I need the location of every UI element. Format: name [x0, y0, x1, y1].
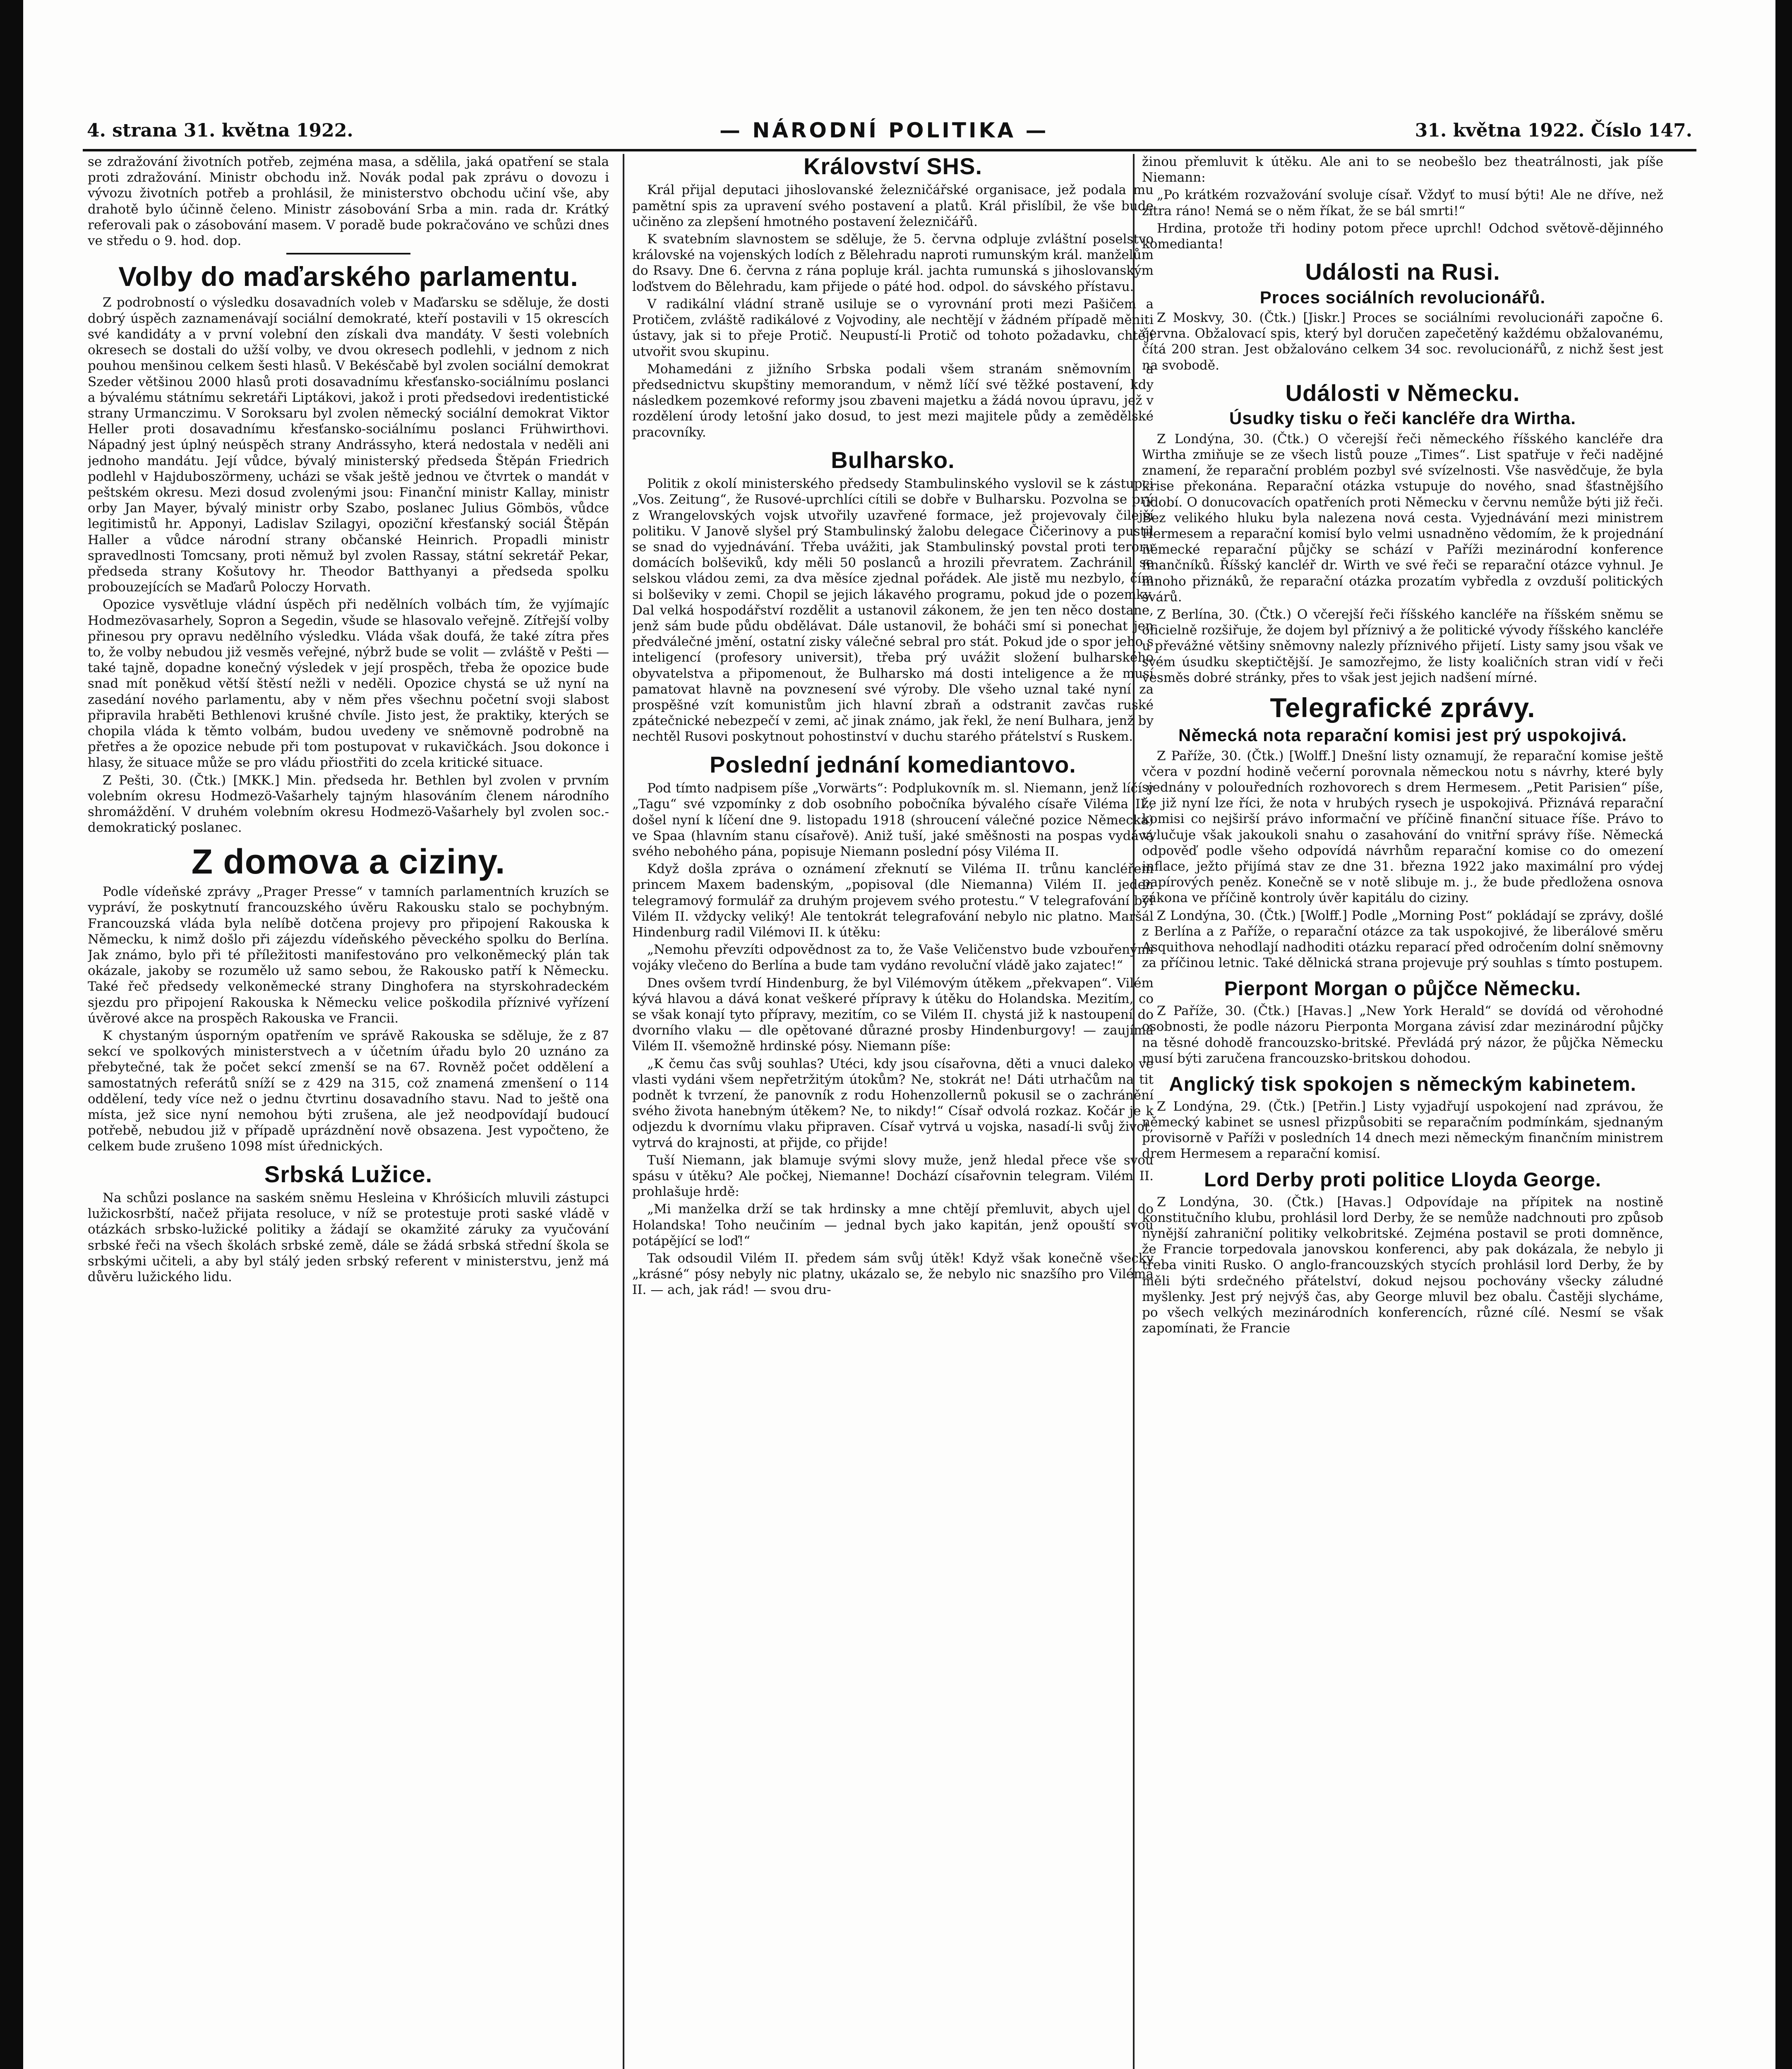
- article-text: Dnes ovšem tvrdí Hindenburg, že byl Vilémovým útěkem „překvapen“. Vilém kývá hlavou a dává konat veškeré přípravy k útěku do Holandska. Mezitím, co se však konají tyto přípravy, mezitím, co se Vilém II. chystá již k nastoupení do dvorního vlaku — dle opětované důrazné prosby Hindenburgovy! — zaujímá Vilém II. všemožně hrdinské pósy. Niemann píše:: [632, 975, 1154, 1054]
- article-text: Z Paříže, 30. (Čtk.) [Havas.] „New York Herald“ se dovídá od věrohodné osobnosti, že podle názoru Pierponta Morgana závisí zdar mezinárodní půjčky na těsné dohodě francouzsko-britské. Převládá prý názor, že půjčka Německu musí býti zaručena francouzsko-britskou dohodou.: [1142, 1003, 1663, 1066]
- subheadline: Proces sociálních revolucionářů.: [1259, 287, 1546, 307]
- column-1: [88, 154, 609, 2069]
- article-text: Z Londýna, 30. (Čtk.) [Havas.] Odpovídaje na přípitek na nostině konstitučního klubu, prohlásil lord Derby, že se nemůže nadchnouti pro způsob nynější zahraniční politiky velkobritské. Zejména postavil se proti domněnce, že Francie torpedovala janovskou konferenci, aby pak dokázala, že nebylo ji třeba viniti Rusko. O anglo-francouzských stycích prohlásil lord Derby, že by měli býti srdečného přátelství, dokud nejsou pochovány všecky záludné myšlenky. Jest prý nejvýš čas, aby George mluvil bez obalu. Častěji slycháme, po všech velkých mezinárodních konferencích, různé cílé. Nesmí se však zapomínati, že Francie: [1142, 1194, 1663, 1336]
- headline: Srbská Lužice.: [264, 1161, 433, 1187]
- headline: Události v Německu.: [1285, 379, 1520, 406]
- article-text: „Mi manželka drží se tak hrdinsky a mne chtějí přemluvit, abych ujel do Holandska! Toho neučiním — jednal bych jako kapitán, jenž opouští svou potápějící se loď!“: [632, 1202, 1154, 1248]
- page-header: [87, 112, 1692, 149]
- article-text: Z podrobností o výsledku dosavadních voleb v Maďarsku se sděluje, že dosti dobrý úspěch zaznamenávají sociální demokraté, kteří postavili v 15 okrescích své kandidáty a v první volební den získali dva mandáty. V šesti volebních okresech se dostali do užší volby, ve dvou okresech podlehli, v jednom z nich pouhou menšinou celkem šesti hlasů. V Bekésčabě byl zvolen sociální demokrat Szeder většinou 2000 hlasů proti dosavadnímu křesťansko-sociálnímu poslanci a bývalému státnímu sekretáři Liptákovi, jakož i proti předsedovi iredentistické strany Urmanczimu. V Soroksaru byl zvolen německý sociální demokrat Viktor Heller proti dosavadnímu křesťansko-sociálnímu poslanci Frühwirthovi. Nápadný jest úplný neúspěch strany Andrássyho, která nedostala v neděli ani jednoho mandátu. Její vůdce, bývalý ministerský předseda Štěpán Friedrich podlehl v Hajduboszörmeny, ucházi se však ještě jednou ve čtvrtek o mandát v peštském okresu. Mezi dosud zvolenými jsou: Finanční ministr Kallay, ministr orby Jan Mayer, bývalý ministr orby Szabo, poslanec Julius Gömbös, vůdce legitimistů hr. Apponyi, Ladislav Szilagyi, opoziční křesťanský sociál Štěpán Haller a vůdce národní strany občanské Heinrich. Propadli ministr spravedlnosti Tomcsany, proti němuž byl zvolen Rassay, státní sekretář Pekar, předseda strany Košutovy hr. Theodor Batthyanyi a předseda spolku probouzejících se Maďarů Poloczy Horvath.: [88, 295, 609, 595]
- headline: Bulharsko.: [831, 446, 955, 473]
- headline: Pierpont Morgan o půjčce Německu.: [1224, 978, 1581, 1000]
- headline: Volby do maďarského parlamentu.: [118, 261, 578, 292]
- separator: [286, 253, 410, 254]
- article-text: Z Londýna, 29. (Čtk.) [Petřin.] Listy vyjadřují uspokojení nad zprávou, že německý kabinet se usnesl přizpůsobiti se reparačním podmínkám, sjednaným provisorně v Paříži v posledních 14 dnech mezi německým finančním ministrem drem Hermesem a reparační komisí.: [1142, 1099, 1663, 1162]
- article-text: Pod tímto nadpisem píše „Vorwärts“: Podplukovník m. sl. Niemann, jenž líčí v „Tagu“ své vzpomínky z dob osobního pobočníka bývalého císaře Viléma II., došel nyní k líčení dne 9. listopadu 1918 (shroucení válečné pozice Německa) ve Spaa (hlavním stanu císařově). Aniž tuší, jaké směšnosti na pospas vydává svého nebohého pána, popisuje Niemann poslední pósy Viléma II.: [632, 781, 1154, 859]
- article-text: Když došla zpráva o oznámení zřeknutí se Viléma II. trůnu kancléřem princem Maxem badenským, „popisoval (dle Niemanna) Vilém II. jeden telegramový formulář za druhým projevem svého protestu.“ V telegrafování byl Vilém II. vždycky veliký! Ale tentokrát telegrafování nebylo nic platno. Maršál Hindenburg radil Vilémovi II. k útěku:: [632, 862, 1154, 940]
- column-3: [1142, 154, 1663, 2069]
- article-text: K svatebním slavnostem se sděluje, že 5. června odpluje zvláštní poselstvo královské na vojenských lodích z Bělehradu naproti rumunským král. manželům do Rsavy. Dne 6. června z rána popluje král. jachta rumunská s jihoslovanským loďstvem do Bělehradu, kam přijede o páté hod. odpol. do sávského přístavu.: [632, 232, 1154, 294]
- headline: Poslední jednání komediantovo.: [710, 751, 1076, 778]
- article-text: Opozice vysvětluje vládní úspěch při nedělních volbách tím, že vyjímajíc Hodmezövasarhely, Sopron a Segedin, všude se hlasovalo veřejně. Zítřejší volby přinesou pry opravu nedělního výsledku. Vláda však doufá, že také zítra přes to, že volby nebudou již vesměs veřejné, nýbrž bude se volit — zvláště v Pešti — také tajně, dopadne konečný výsledek v její prospěch, třeba že opozice bude snad mít poněkud větší štěstí nežli v neděli. Opozice chystá se už nyní na zasedání nového parlamentu, aby v něm přes všechnu početní svoji slabost připravila hraběti Bethlenovi krušné chvíle. Jisto jest, že praktiky, kterých se chopila vláda k těmto volbám, budou uvedeny ve sněmovně podrobně na přetřes a že opozice nebude při tom postupovat v rukavičkách. Jsou dokonce i hlasy, že situace může se pro vládu přiostřiti do zcela kritické situace.: [88, 597, 609, 770]
- headline: Události na Rusi.: [1305, 259, 1500, 285]
- article-text: Z Paříže, 30. (Čtk.) [Wolff.] Dnešní listy oznamují, že reparační komise ještě včera v pozdní hodině večerní porovnala německou notu s návrhy, které byly sjednány v polouředních rozhovorech s drem Hermesem. „Petit Parisien“ píše, že již nyní lze říci, že nota v hrubých rysech je uspokojivá. Přiznává reparační komisi co nejširší právo informační ve příčině finanční situace říše. Právo to vylučuje však jakoukoli snahu o zasahování do vnitřní správy říše. Německá odpověď podle všeho odpovídá návrhům reparační komise co do omezení inflace, ježto přijímá stav ze dne 31. března 1922 jako maximální pro výdej papírových peněz. Konečně se v notě slibuje m. j., že bude předložena osnova zákona ve příčině kontroly úvěr kapitálu do ciziny.: [1142, 748, 1663, 906]
- article-text: Tak odsoudil Vilém II. předem sám svůj útěk! Když však konečně všecky „krásné“ pósy nebyly nic platny, ukázalo se, že nebylo nic snazšího pro Viléma II. — ach, jak rád! — svou dru-: [632, 1251, 1154, 1298]
- headline: Anglický tisk spokojen s německým kabinetem.: [1169, 1073, 1636, 1096]
- article-text: „K čemu čas svůj souhlas? Utéci, kdy jsou císařovna, děti a vnuci daleko ve vlasti vydáni všem nepřetržitým útokům? Ne, stokrát ne! Dáti utrhačům na tit podnět k tvrzení, že panovník z rodu Hohenzollernů pokusil se o zachránění svého života hanebným útěkem? Ne, to nikdy!“ Císař odvolá rozkaz. Kočár je k odjezdu k dvornímu vlaku připraven. Císař vytrvá u vojska, nasadí-li svůj život, vytrvá do krajnosti, at přijde, co přijde!: [632, 1056, 1154, 1150]
- article-text: žinou přemluvit k útěku. Ale ani to se neobešlo bez theatrálnosti, jak píše Niemann:: [1142, 154, 1663, 185]
- article-text: Mohamedáni z jižního Srbska podali všem stranám sněmovním a předsednictvu skupštiny memorandum, v němž líčí své těžké postavení, kdy následkem pozemkové reformy jsou zbaveni majetku a žádá novou úpravu, jež v rozdělení úrody letošní jako dosud, to jest mezi majitele půdy a zemědělské pracovníky.: [632, 361, 1154, 440]
- article-text: Tuší Niemann, jak blamuje svými slovy muže, jenž hledal přece vše svou spásu v útěku? Ale počkej, Niemanne! Dochází císařovnin telegram. Vilém II. prohlašuje hrdě:: [632, 1152, 1154, 1200]
- header-left: 4. strana 31. května 1922.: [87, 120, 353, 141]
- article-text: V radikální vládní straně usiluje se o vyrovnání proti mezi Pašičem a Protičem, zvláště radikálové z Vojvodiny, ale nechtějí v žádném případě měniti ústavy, jak si to přeje Protič. Neupustí-li Protič od tohoto požadavku, chtějí utvořit svou skupinu.: [632, 296, 1154, 359]
- article-text: Z Moskvy, 30. (Čtk.) [Jiskr.] Proces se sociálními revolucionáři započne 6. června. Obžalovací spis, který byl doručen zapečetěný každému obžalovanému, čítá 200 stran. Jest obžalováno celkem 34 soc. revolucionářů, z nichž šest jest na svobodě.: [1142, 310, 1663, 373]
- article-text: Podle vídeňské zprávy „Prager Presse“ v tamních parlamentních kruzích se vypráví, že poskytnutí francouzského úvěru Rakousku stalo se pochybným. Francouzská vláda byla nelíbě dotčena projevy pro připojení Rakouska k Německu, k nimž došlo při zájezdu vídeňského pěveckého spolku do Berlína. Jak známo, bylo při té příležitosti manifestováno pro velkoněmecký plán tak okázale, jakoby se rozumělo už samo sebou, že Rakousko patří k Německu. Také řeč předsedy velkoněmecké strany Dinghofera na styrskohradeckém sjezdu pro připojení Rakouska k Německu velice poškodila příznivé vyřízení úvěrové akce na prospěch Rakouska ve Francii.: [88, 884, 609, 1026]
- article-text: Politik z okolí ministerského předsedy Stambulinského vyslovil se k zástupci „Vos. Zeitung“, že Rusové-uprchlíci cítili se dobře v Bulharsku. Pozvolna se prý z Wrangelovských vojsk utvořily uzavřené formace, jež projevovaly čilejší politiku. V Janově slyšel prý Stambulinský žalobu delegace Čičerinovy a pustil se snad do vyjednávání. Třeba uvážiti, jak Stambulinský povstal proti teroru domácích bolševiků, kdy měli 50 poslanců a hrozili převratem. Zachránil se selskou vládou zemi, za dva měsíce zjednal pořádek. Ale jistě mu nezbylo, čím si bolševiky v zemi. Chopil se jejich lákavého programu, pokud jde o pozemky. Dal velká hospodářství rozdělit a ustanovil zákonem, že jen ten něco dostane, jenž sám bude půdu obdělávat. Dále ustanovil, že boháči smí si ponechat jen předválečné jmění, ostatní zisky válečné sebral pro stát. Pokud jde o spor jeho s inteligencí (profesory universit), třeba prý uvážit složení bulharského obyvatelstva a připomenout, že Bulharsko má dosti inteligence a že musí pamatovat hlavně na povznesení své výroby. Dle všeho uznal také nyní za prospěšné vzít komunistům jich hlavní zbraň a odstranit zavčas ruské zpátečnické nebezpečí v zemi, ač jinak známo, jak řekl, že není Bulhara, jenž by nechtěl Rusovi poskytnout pohostinství v duchu starého přátelství s Ruskem.: [632, 476, 1154, 744]
- article-text: se zdražování životních potřeb, zejména masa, a sdělila, jaká opatření se stala proti zdražování. Ministr obchodu inž. Novák podal pak zprávu o dovozu i vývozu životních potřeb a prohlásil, že ministerstvo obchodu učiní vše, aby drahotě bylo účinně čeleno. Ministr zásobování Srba a min. rada dr. Krátký referovali pak o zásobování masem. V poradě bude pokračováno ve schůzi dnes ve středu o 9. hod. dop.: [88, 154, 609, 249]
- article-text: K chystaným úsporným opatřením ve správě Rakouska se sděluje, že z 87 sekcí ve spolkových ministerstvech a v účetním úřadu bylo 20 uznáno za přebytečné, tak že počet sekcí zmenší se na 67. Rovněž počet oddělení a samostatných referátů sníží se z 429 na 315, což znamená zmenšení o 114 oddělení, tedy více než o jednu čtvrtinu dosavadního stavu. Nad to ještě ona místa, jež sice nyní nemohou býti zrušena, ale jež neodpovídají budoucí potřebě, nebudou již v případě uprázdnění nově obsazena. Jest vypočteno, že celkem bude zrušeno 1098 míst úřednických.: [88, 1028, 609, 1154]
- article-text: Na schůzi poslance na saském sněmu Hesleina v Khróšicích mluvili zástupci lužickosrbští, načež přijata resoluce, v níž se protestuje proti saské vládě v otázkách srbsko-lužické politiky a žádají se okamžité záruky za vyučování srbské řeči na všech školách srbské země, dále se žádá srbská střední škola se srbskými učiteli, a aby byl stálý jeden srbský referent v ministerstvu, jenž má důvěru lužického lidu.: [88, 1191, 609, 1285]
- header-right: 31. května 1922. Číslo 147.: [1415, 120, 1692, 141]
- article-text: Král přijal deputaci jihoslovanské železničářské organisace, jež podala mu pamětní spis za upravení svého postavení a platů. Král přislíbil, že vše bude učiněno za zlepšení hmotného postavení železničářů.: [632, 182, 1154, 229]
- article-text: Z Londýna, 30. (Čtk.) [Wolff.] Podle „Morning Post“ pokládají se zprávy, došlé z Berlína a z Paříže, o reparační otázce za tak uspokojivé, že liberálové směru Asquithova nehodlají nadhoditi otázku reparací před odročením dolní sněmovny za příčinou letnic. Také dělnická strana projevuje prý souhlas s tímto postupem.: [1142, 908, 1663, 971]
- scan-border-left: [0, 0, 23, 2069]
- header-rule: [83, 149, 1696, 151]
- newspaper-title: — NÁRODNÍ POLITIKA —: [719, 118, 1049, 142]
- article-text: Z Berlína, 30. (Čtk.) O včerejší řeči říšského kancléře na říšském sněmu se oficielně rozšiřuje, že dojem byl příznivý a že politické vývody říšského kancléře u převážné většiny sněmovny nalezly příznivého přijetí. Listy samy jsou však ve svém úsudku skeptičtější. Je samozřejmo, že listy koaličních stran vidí v řeči vesměs dobré stránky, přes to však jest jejich nadšení mírné.: [1142, 607, 1663, 685]
- column-2: [632, 154, 1154, 2069]
- article-text: „Po krátkém rozvažování svoluje císař. Vždyť to musí býti! Ale ne dříve, než zítra ráno! Nemá se o něm říkat, že se bál smrti!“: [1142, 187, 1663, 218]
- headline: Království SHS.: [803, 154, 983, 179]
- article-text: „Nemohu převzíti odpovědnost za to, že Vaše Veličenstvo bude vzbouřenými vojáky vlečeno do Berlína a bude tam vydáno revoluční vládě jako zajatec!“: [632, 942, 1154, 973]
- article-text: Z Londýna, 30. (Čtk.) O včerejší řeči německého říšského kancléře dra Wirtha zmiňuje se ze všech listů pouze „Times“. List spatřuje v řeči nadějné znamení, že reparační problém pozbyl své svízelnosti. Vše nasvědčuje, že byla krise překonána. Reparační otázka vstupuje do nového, snad šťastnějšího údobí. O donucovacích opatřeních proti Německu v červnu nemůže býti již řeči. Bez velikého hluku byla nalezena nová cesta. Vyjednávání mezi ministrem Hermesem a reparační komisí bylo velmi usnadněno vědomím, že k projednání německé reparační půjčky se schází v Paříži mezinárodní konference finančníků. Říšský kancléř dr. Wirth ve své řeči se reparační otázce vyhnul. Je mnoho přiznáků, že reparační otázka prozatím vybředla z ovzduší politických svárů.: [1142, 431, 1663, 605]
- column-divider: [623, 154, 624, 2069]
- article-text: Hrdina, protože tři hodiny potom přece uprchl! Odchod světově-dějinného komedianta!: [1142, 221, 1663, 252]
- section-headline: Telegrafické zprávy.: [1270, 692, 1535, 723]
- headline: Lord Derby proti politice Lloyda George.: [1204, 1169, 1602, 1191]
- article-text: Z Pešti, 30. (Čtk.) [MKK.] Min. předseda hr. Bethlen byl zvolen v prvním volebním okresu Hodmezö-Vašarhely tajným hlasováním členem národního shromáždění. V druhém volebním okresu Hodmezö-Vašarhely byl zvolen soc.-demokratický poslanec.: [88, 773, 609, 835]
- subheadline: Německá nota reparační komisi jest prý uspokojivá.: [1178, 725, 1627, 745]
- section-headline: Z domova a ciziny.: [191, 842, 506, 881]
- scan-border-right: [1775, 0, 1792, 2069]
- subheadline: Úsudky tisku o řeči kancléře dra Wirtha.: [1229, 408, 1576, 428]
